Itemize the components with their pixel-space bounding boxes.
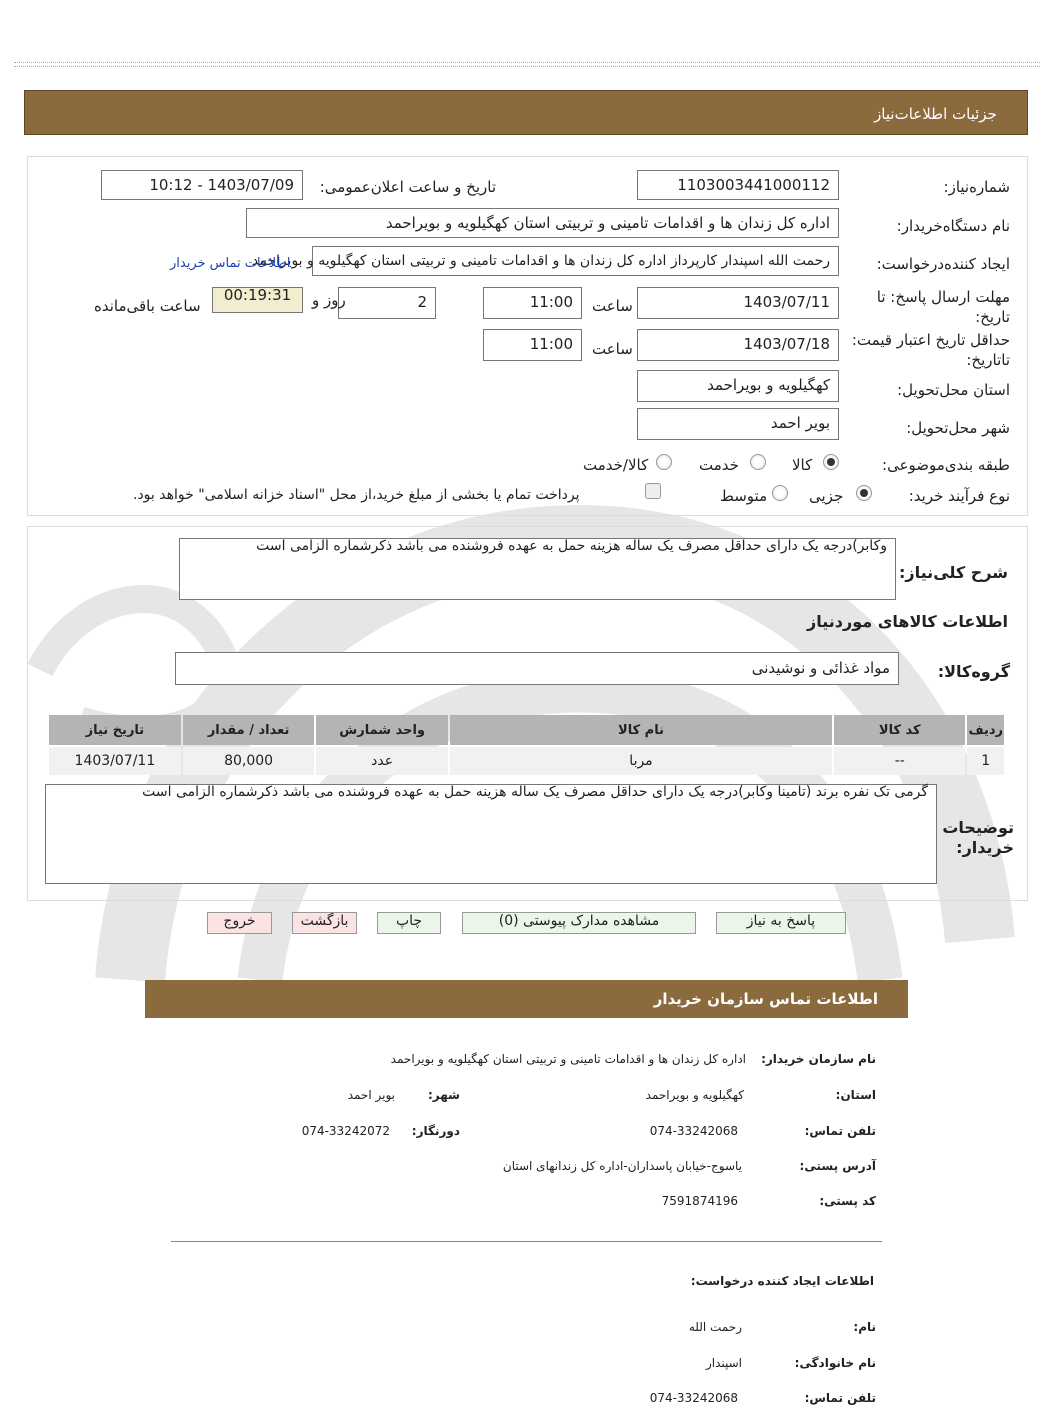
goods-table — [47, 713, 1006, 777]
days-label: روز و — [312, 291, 346, 309]
category-radio-both[interactable] — [656, 454, 672, 470]
cell-row: 1 — [967, 747, 1004, 775]
buyer-notes-textarea[interactable]: گرمی تک نفره برند (تامینا وکابر)درجه یک دارای حداقل مصرف یک ساله هزینه حمل به عهده فروشنده می باشد ذکرشماره الزامی است — [45, 784, 937, 884]
contact-province-label: استان: — [835, 1088, 876, 1102]
payment-note: پرداخت تمام یا بخشی از مبلغ خرید،از محل "اسناد خزانه اسلامی" خواهد بود. — [133, 487, 580, 503]
process-radio-medium[interactable] — [772, 485, 788, 501]
contact-divider — [171, 1241, 882, 1242]
col-row: ردیف — [967, 715, 1004, 745]
requester-label: ایجاد کننده‌درخواست: — [876, 255, 1010, 273]
deadline-time-label: ساعت — [592, 297, 633, 315]
remaining-label: ساعت باقی‌مانده — [94, 297, 201, 315]
cell-qty: 80,000 — [183, 747, 315, 775]
creator-name: رحمت الله — [688, 1320, 742, 1334]
contact-phone-label: تلفن تماس: — [804, 1124, 876, 1138]
goods-info-title: اطلاعات کالاهای موردنیاز — [807, 612, 1008, 631]
page-title: جزئیات اطلاعات‌نیاز — [874, 105, 997, 123]
deadline-label: مهلت ارسال پاسخ: تا تاریخ: — [876, 288, 1010, 326]
contact-buyer-link[interactable]: اطلاعات تماس خریدار — [170, 256, 291, 271]
process-option-medium: متوسط — [720, 487, 768, 505]
reply-button[interactable]: پاسخ به نیاز — [716, 912, 846, 934]
col-unit: واحد شمارش — [316, 715, 448, 745]
contact-fax: 074-33242072 — [301, 1124, 390, 1138]
col-date: تاریخ نیاز — [49, 715, 181, 745]
contact-org-label: نام سازمان خریدار: — [761, 1052, 876, 1066]
need-number-field: 1103003441000112 — [637, 170, 839, 200]
cell-date: 1403/07/11 — [49, 747, 181, 775]
countdown-timer: 00:19:31 — [212, 287, 303, 313]
contact-org: اداره کل زندان ها و اقدامات تامینی و تربیتی استان کهگیلویه و بویراحمد — [390, 1052, 746, 1066]
creator-phone-label: تلفن تماس: — [804, 1391, 876, 1405]
buyer-notes-label: توضیحات خریدار: — [942, 818, 1014, 857]
table-row[interactable] — [49, 747, 1004, 775]
cell-name: مربا — [450, 747, 832, 775]
back-button[interactable]: بازگشت — [292, 912, 357, 934]
cell-code: -- — [834, 747, 965, 775]
col-qty: تعداد / مقدار — [183, 715, 315, 745]
contact-phone: 074-33242068 — [649, 1124, 738, 1138]
category-option-service: خدمت — [699, 456, 739, 474]
contact-postal-label: کد پستی: — [819, 1194, 876, 1208]
contact-city-label: شهر: — [428, 1088, 460, 1102]
validity-time-field: 11:00 — [483, 329, 582, 361]
announce-label: تاریخ و ساعت اعلان‌عمومی: — [319, 178, 496, 196]
buyer-org-field: اداره کل زندان ها و اقدامات تامینی و تربیتی استان کهگیلویه و بویراحمد — [246, 208, 839, 238]
category-option-goods: کالا — [792, 456, 813, 474]
process-option-minor: جزیی — [809, 487, 844, 505]
goods-table-header — [49, 715, 1004, 745]
process-radio-minor[interactable] — [856, 485, 872, 501]
exit-button[interactable]: خروج — [207, 912, 272, 934]
days-field: 2 — [338, 287, 436, 319]
col-name: نام کالا — [450, 715, 832, 745]
treasury-checkbox[interactable] — [645, 483, 661, 499]
goods-group-label: گروه‌کالا: — [937, 662, 1010, 681]
deadline-time-field: 11:00 — [483, 287, 582, 319]
validity-time-label: ساعت — [592, 340, 633, 358]
validity-label: حداقل تاریخ اعتبار قیمت: تاتاریخ: — [851, 331, 1010, 369]
contact-city: بویر احمد — [347, 1088, 395, 1102]
creator-family-label: نام خانوادگی: — [794, 1356, 876, 1370]
contact-province: کهگیلویه و بویراحمد — [645, 1088, 744, 1102]
col-code: کد کالا — [834, 715, 965, 745]
announce-field: 1403/07/09 - 10:12 — [101, 170, 303, 200]
buyer-org-label: نام دستگاه‌خریدار: — [896, 217, 1010, 235]
category-radio-goods[interactable] — [823, 454, 839, 470]
page-header — [24, 90, 1028, 135]
contact-title: اطلاعات تماس سازمان خریدار — [653, 990, 878, 1008]
process-label: نوع فرآیند خرید: — [908, 487, 1010, 505]
contact-fax-label: دورنگار: — [411, 1124, 460, 1138]
creator-name-label: نام: — [853, 1320, 876, 1334]
print-button[interactable]: چاپ — [377, 912, 441, 934]
summary-label: شرح کلی‌نیاز: — [899, 563, 1008, 582]
contact-postal: 7591874196 — [661, 1194, 738, 1208]
cell-unit: عدد — [316, 747, 448, 775]
creator-phone: 074-33242068 — [649, 1391, 738, 1405]
contact-address-label: آدرس پستی: — [799, 1159, 876, 1173]
validity-date-field: 1403/07/18 — [637, 329, 839, 361]
creator-title: اطلاعات ایجاد کننده درخواست: — [690, 1274, 874, 1288]
province-label: استان محل‌تحویل: — [897, 381, 1010, 399]
deadline-date-field: 1403/07/11 — [637, 287, 839, 319]
summary-textarea[interactable]: وکابر)درجه یک دارای حداقل مصرف یک ساله هزینه حمل به عهده فروشنده می باشد ذکرشماره الزامی است — [179, 538, 896, 600]
contact-header — [145, 980, 908, 1018]
category-label: طبقه بندی‌موضوعی: — [882, 456, 1010, 474]
attachments-button[interactable]: مشاهده مدارک پیوستی (0) — [462, 912, 696, 934]
creator-family: اسپندار — [705, 1356, 742, 1370]
contact-address: یاسوج-خیابان پاسداران-اداره کل زندانهای استان — [502, 1159, 742, 1173]
need-number-label: شماره‌نیاز: — [943, 178, 1010, 196]
category-radio-service[interactable] — [750, 454, 766, 470]
city-field: بویر احمد — [637, 408, 839, 440]
category-option-both: کالا/خدمت — [583, 456, 649, 474]
city-label: شهر محل‌تحویل: — [906, 419, 1010, 437]
requester-field: رحمت الله اسپندار کارپرداز اداره کل زندان ها و اقدامات تامینی و تربیتی استان کهگیلویه و بویراحمد — [312, 246, 839, 276]
province-field: کهگیلویه و بویراحمد — [637, 370, 839, 402]
goods-group-field: مواد غذائی و نوشیدنی — [175, 652, 899, 685]
